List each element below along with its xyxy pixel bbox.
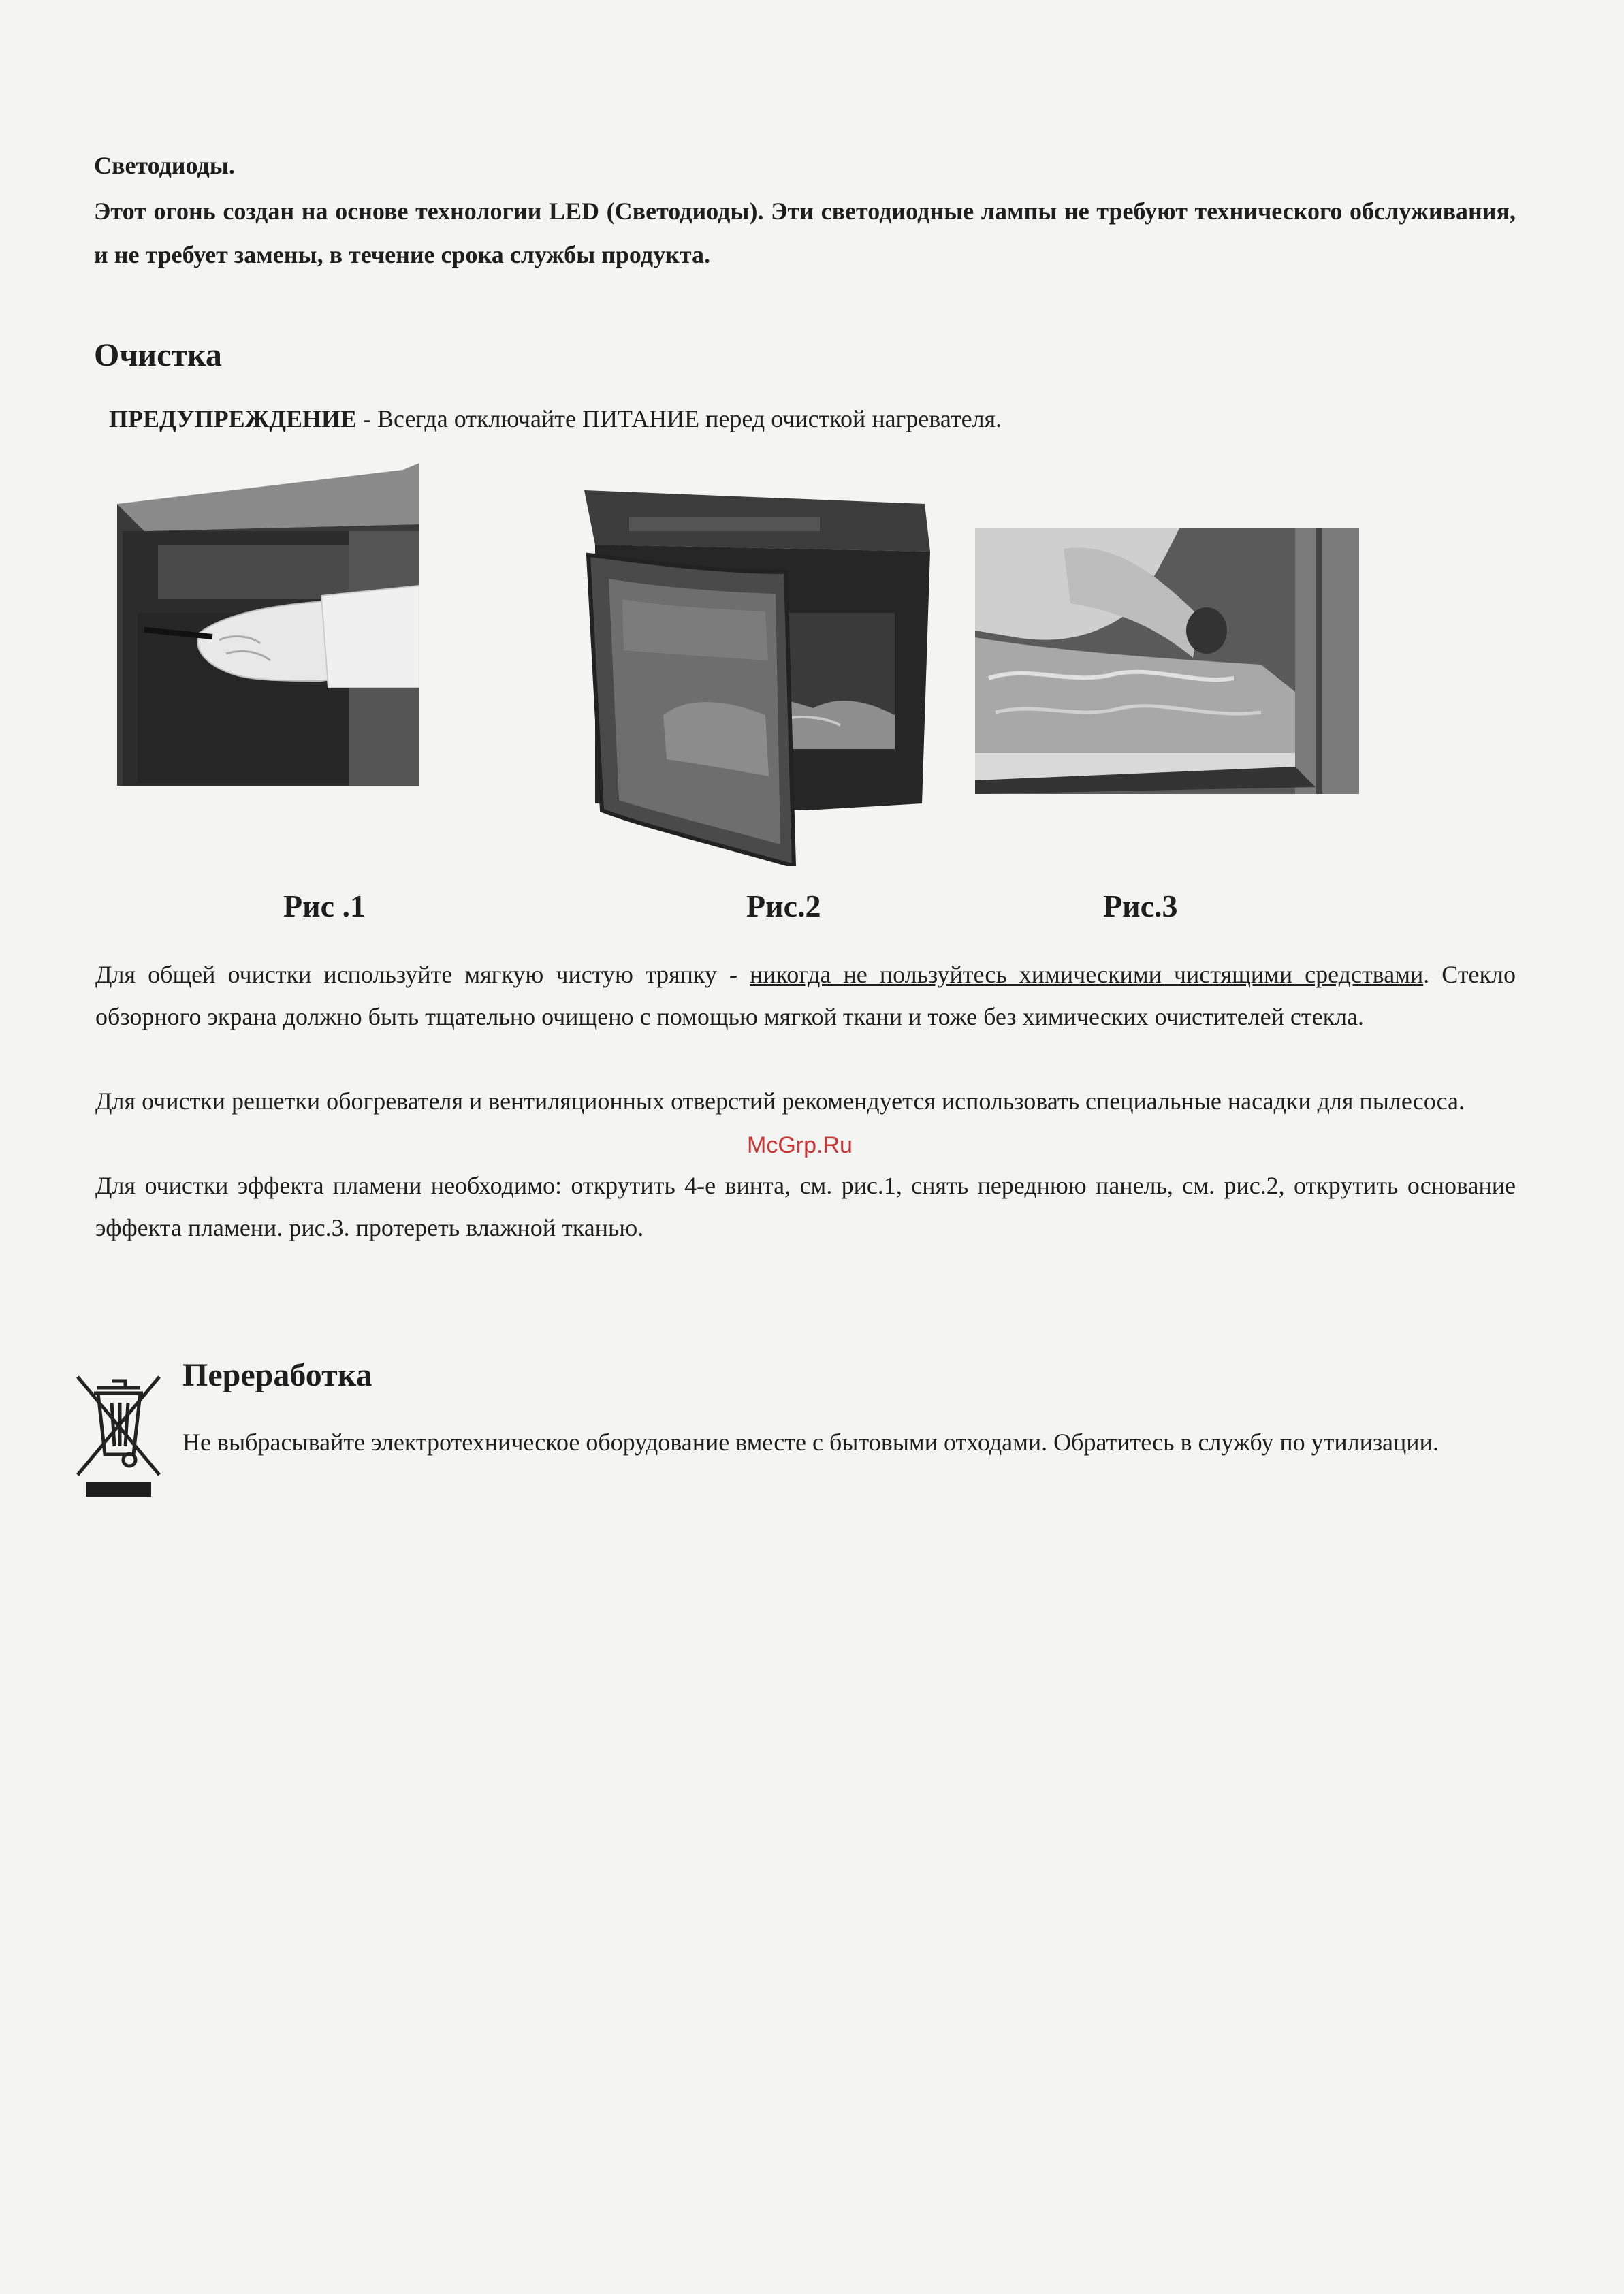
figure-3-image bbox=[975, 528, 1359, 794]
warning-text: - Всегда отключайте ПИТАНИЕ перед очисткой нагревателя. bbox=[357, 405, 1002, 432]
warning-label: ПРЕДУПРЕЖДЕНИЕ bbox=[109, 405, 357, 432]
figure-1-image bbox=[117, 463, 419, 786]
led-section-text: Этот огонь создан на основе технологии LED (Светодиоды). Эти светодиодные лампы не требуют технического обслуживания, и не требует замены, в течение срока службы продукта. bbox=[94, 197, 1516, 268]
crossed-out-wheelie-bin-icon bbox=[74, 1373, 163, 1498]
cleaning-paragraph-2: Для очистки решетки обогревателя и вентиляционных отверстий рекомендуется использовать специальные насадки для пылесоса. bbox=[95, 1087, 1465, 1115]
watermark: McGrp.Ru bbox=[747, 1132, 853, 1158]
paragraph-1-start: Для общей очистки используйте мягкую чистую тряпку - bbox=[95, 961, 750, 988]
cleaning-paragraph-3: Для очистки эффекта пламени необходимо: открутить 4-е винта, см. рис.1, снять переднюю панель, см. рис.2, открутить основание эффекта пламени. рис.3. протереть влажной тканью. bbox=[95, 1172, 1516, 1241]
paragraph-1-underlined: никогда не пользуйтесь химическими чистящими средствами bbox=[750, 961, 1424, 988]
figure-2-image bbox=[582, 490, 930, 866]
figure-2-caption: Рис.2 bbox=[746, 889, 821, 923]
recycling-section-title: Переработка bbox=[182, 1357, 372, 1393]
cleaning-warning bbox=[109, 404, 1002, 433]
cleaning-paragraph-1 bbox=[95, 953, 1516, 1038]
led-section-title: Светодиоды. bbox=[94, 152, 235, 179]
figure-3-caption: Рис.3 bbox=[1103, 889, 1178, 923]
recycling-section-text: Не выбрасывайте электротехническое оборудование вместе с бытовыми отходами. Обратитесь в службу по утилизации. bbox=[182, 1429, 1439, 1456]
figure-1-caption: Рис .1 bbox=[283, 889, 366, 923]
paragraph-1-end: . Стекло обзорного экрана должно быть тщательно очищено с помощью мягкой ткани и тоже без химических очистителей стекла. bbox=[95, 961, 1516, 1030]
cleaning-section-title: Очистка bbox=[94, 337, 222, 373]
